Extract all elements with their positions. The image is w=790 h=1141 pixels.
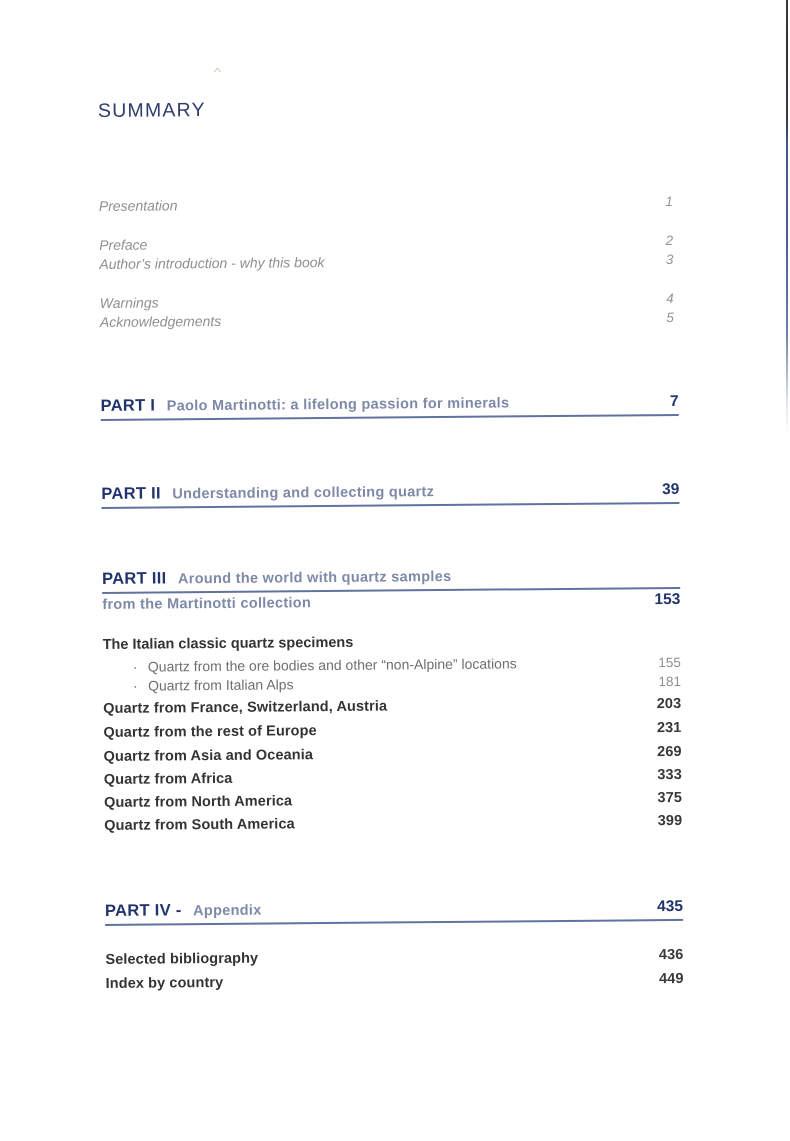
toc-row-north-america: [104, 789, 682, 813]
toc-row-france-switzerland-austria: [103, 695, 681, 719]
toc-part-3-heading-line2: [102, 590, 680, 615]
toc-entry-label: Quartz from France, Switzerland, Austria: [103, 698, 388, 717]
toc-row-acknowledgements: [100, 308, 678, 332]
toc-row-rest-of-europe: [103, 719, 681, 743]
toc-entry-label: Author’s introduction - why this book: [99, 254, 325, 272]
toc-entry-label: Index by country: [105, 974, 224, 992]
part-page-number: 435: [657, 897, 684, 916]
part-page-number: 7: [669, 392, 679, 411]
toc-entry-label: Acknowledgements: [99, 312, 222, 330]
toc-entry-page: 5: [666, 309, 674, 326]
bullet-icon: ·: [132, 658, 138, 675]
toc-entry-label: Quartz from the rest of Europe: [103, 723, 317, 741]
part-page-number: 153: [654, 590, 681, 609]
toc-entry-label: Presentation: [98, 197, 178, 214]
toc-entry-page: 155: [658, 654, 681, 671]
part-heading-text: [105, 900, 262, 922]
toc-part-4-heading: [105, 896, 683, 926]
toc-entry-page: 269: [657, 743, 682, 761]
toc-row-africa: [104, 766, 682, 790]
toc-entry-label: Quartz from North America: [103, 793, 293, 811]
toc-entry-page: 449: [659, 970, 684, 988]
toc-entry-label: Quartz from Africa: [103, 770, 233, 788]
part-title: Around the world with quartz samples: [177, 568, 452, 588]
part-page-number: 39: [662, 480, 680, 499]
toc-row-presentation: [99, 192, 677, 216]
part-keyword: PART III: [102, 569, 167, 588]
toc-entry-page: 4: [666, 290, 674, 307]
toc-entry-label: Warnings: [99, 294, 159, 311]
toc-entry-page: 436: [658, 946, 684, 964]
toc-entry-label: · Quartz from Italian Alps: [132, 676, 294, 694]
toc-entry-page: 181: [658, 673, 682, 690]
bullet-icon: ·: [132, 677, 138, 694]
toc-entry-label: · Quartz from the ore bodies and other “non-Alpine” locations: [132, 655, 517, 675]
part-title: Understanding and collecting quartz: [172, 484, 435, 503]
toc-entry-label: Preface: [99, 236, 148, 253]
toc-entry-page: 3: [665, 251, 674, 268]
toc-entry-label: Quartz from South America: [104, 816, 295, 834]
part-keyword: PART IV -: [104, 901, 182, 920]
toc-part-1-heading: [100, 391, 678, 421]
toc-entry-label: Quartz from Asia and Oceania: [103, 747, 314, 765]
part-title-continued: from the Martinotti collection: [102, 595, 312, 613]
page-title: SUMMARY: [97, 99, 206, 122]
part-heading-text: [101, 481, 434, 505]
toc-entry-page: 1: [665, 193, 673, 210]
toc-entry-label: Selected bibliography: [105, 950, 259, 968]
part-heading-text: [102, 566, 451, 590]
toc-entry-page: 2: [665, 232, 674, 249]
part-keyword: PART I: [100, 396, 156, 415]
part-heading-text: [100, 392, 509, 417]
toc-row-index-by-country: [106, 970, 684, 994]
part-title: Paolo Martinotti: a lifelong passion for minerals: [166, 395, 510, 415]
toc-subrow-italian-alps: [103, 672, 681, 696]
toc-group-title: The Italian classic quartz specimens: [102, 634, 354, 653]
toc-row-selected-bibliography: [105, 946, 683, 970]
toc-entry-page: 333: [657, 766, 682, 784]
part-keyword: PART II: [101, 484, 161, 503]
part-title: Appendix: [193, 902, 262, 920]
toc-row-authors-introduction: [99, 250, 677, 274]
toc-entry-page: 231: [656, 719, 682, 737]
toc-entry-page: 399: [657, 812, 683, 830]
toc-part-2-heading: [101, 479, 679, 509]
toc-part-3-heading-line1: [102, 564, 680, 594]
toc-row-south-america: [104, 812, 682, 836]
toc-group-title-row: [103, 631, 681, 655]
toc-entry-page: 375: [657, 789, 683, 807]
toc-row-asia-oceania: [104, 743, 682, 767]
toc-entry-page: 203: [656, 695, 682, 713]
scan-artifact-mark: ^: [213, 65, 222, 79]
